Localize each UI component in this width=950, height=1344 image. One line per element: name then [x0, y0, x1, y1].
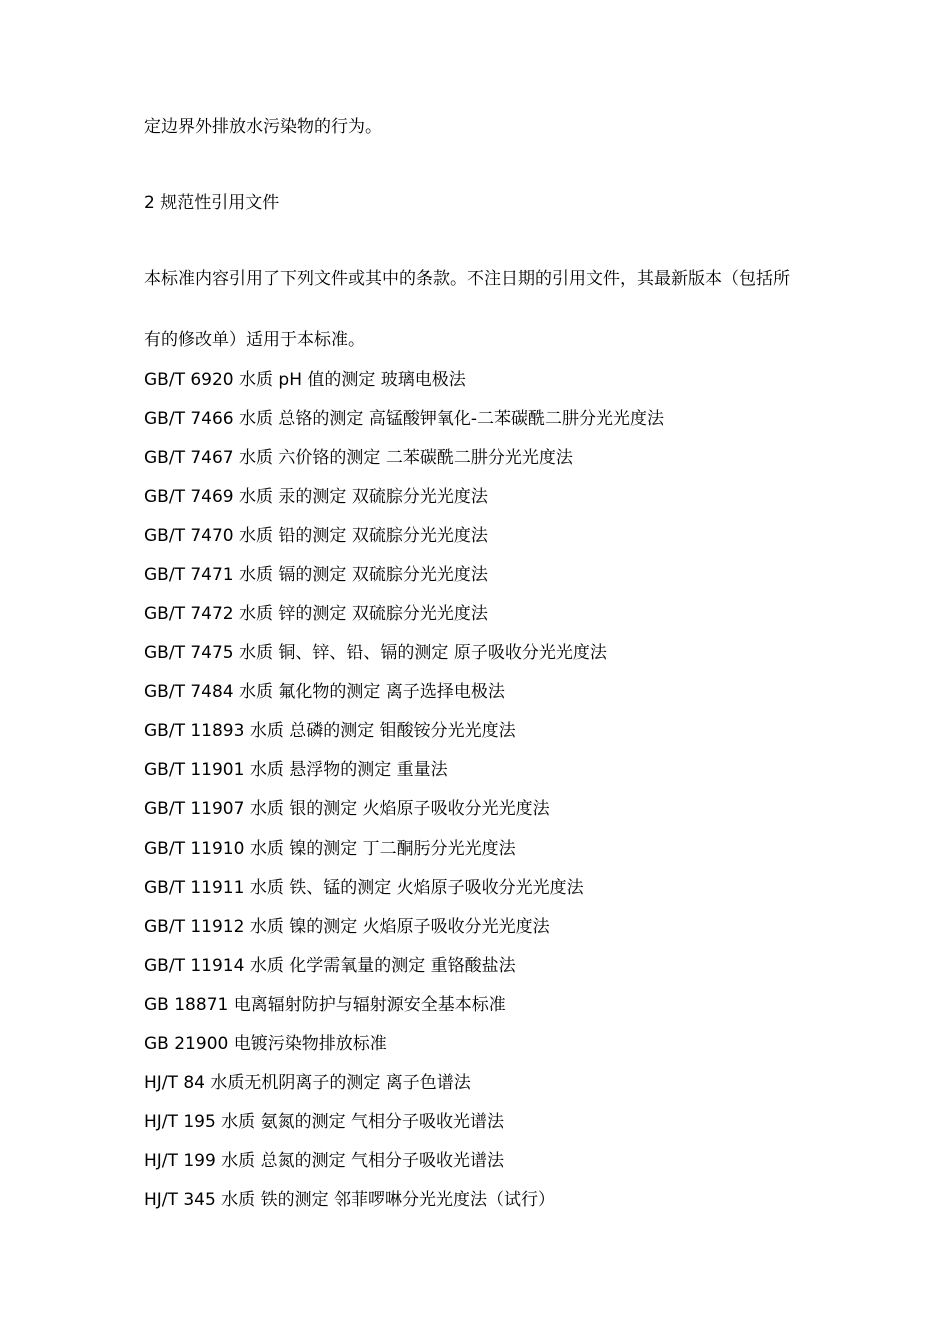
reference-item: GB/T 11912 水质 镍的测定 火焰原子吸收分光光度法: [144, 917, 550, 937]
reference-item: GB/T 7470 水质 铅的测定 双硫腙分光光度法: [144, 526, 488, 546]
reference-item: GB/T 7475 水质 铜、锌、铅、镉的测定 原子吸收分光光度法: [144, 643, 607, 663]
reference-item: GB/T 11893 水质 总磷的测定 钼酸铵分光光度法: [144, 721, 516, 741]
paragraph-line-1: 本标准内容引用了下列文件或其中的条款。不注日期的引用文件，其最新版本（包括所: [144, 269, 790, 289]
reference-item: GB/T 7472 水质 锌的测定 双硫腙分光光度法: [144, 604, 488, 624]
reference-item: GB/T 7484 水质 氟化物的测定 离子选择电极法: [144, 682, 505, 702]
reference-item: HJ/T 195 水质 氨氮的测定 气相分子吸收光谱法: [144, 1112, 504, 1132]
reference-item: GB/T 6920 水质 pH 值的测定 玻璃电极法: [144, 370, 466, 390]
reference-item: GB/T 11910 水质 镍的测定 丁二酮肟分光光度法: [144, 839, 516, 859]
reference-item: GB/T 11907 水质 银的测定 火焰原子吸收分光光度法: [144, 799, 550, 819]
reference-item: HJ/T 199 水质 总氮的测定 气相分子吸收光谱法: [144, 1151, 504, 1171]
reference-item: GB/T 7469 水质 汞的测定 双硫腙分光光度法: [144, 487, 488, 507]
reference-item: GB/T 7466 水质 总铬的测定 高锰酸钾氧化-二苯碳酰二肼分光光度法: [144, 409, 664, 429]
section-heading: 2 规范性引用文件: [144, 193, 280, 213]
reference-item: HJ/T 345 水质 铁的测定 邻菲啰啉分光光度法（试行）: [144, 1190, 555, 1210]
reference-item: GB 21900 电镀污染物排放标准: [144, 1034, 387, 1054]
intro-tail-text: 定边界外排放水污染物的行为。: [144, 117, 382, 137]
reference-item: GB/T 11911 水质 铁、锰的测定 火焰原子吸收分光光度法: [144, 878, 584, 898]
reference-item: GB/T 7467 水质 六价铬的测定 二苯碳酰二肼分光光度法: [144, 448, 573, 468]
paragraph-line-2: 有的修改单）适用于本标准。: [144, 330, 365, 350]
reference-item: GB/T 11901 水质 悬浮物的测定 重量法: [144, 760, 448, 780]
reference-item: HJ/T 84 水质无机阴离子的测定 离子色谱法: [144, 1073, 471, 1093]
reference-item: GB/T 7471 水质 镉的测定 双硫腙分光光度法: [144, 565, 488, 585]
reference-item: GB 18871 电离辐射防护与辐射源安全基本标准: [144, 995, 506, 1015]
reference-item: GB/T 11914 水质 化学需氧量的测定 重铬酸盐法: [144, 956, 516, 976]
